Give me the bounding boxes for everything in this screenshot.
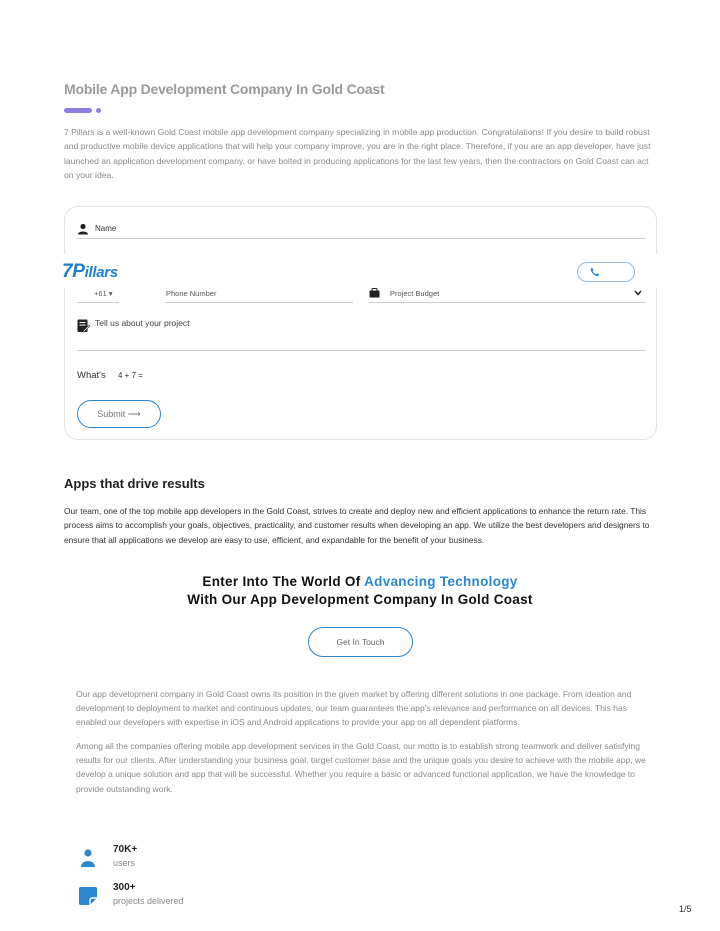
submit-button[interactable]: Submit ⟶ [77,400,161,428]
country-underline [77,302,119,303]
users-label: users [113,858,136,868]
phone-input[interactable]: Phone Number [166,289,217,298]
captcha-question: What's [77,370,106,381]
budget-select[interactable]: Project Budget [390,289,440,298]
users-icon [78,848,98,868]
projects-count: 300+ [113,882,136,893]
results-paragraph: Our team, one of the top mobile app developers in the Gold Coast, strives to create and deploy new and efficient applications to enhance the return rate. This process aims to accomplish your goals, objectives, practicality, and customer results when developing an app. We utilize the best developers and designers to ensure that all applications we develop are easy to use, efficient, and expandable for the benefit of your business. [64,506,650,545]
budget-icon [369,288,380,298]
projects-icon [78,886,98,906]
title-accent-bar [64,108,92,113]
page-title: Mobile App Development Company In Gold Coast [64,81,385,97]
country-code-select[interactable]: +61 ▾ [94,289,113,298]
phone-underline [165,302,353,303]
users-count: 70K+ [113,844,138,855]
edit-note-icon [77,319,90,333]
company-paragraph-2: Among all the companies offering mobile app development services in the Gold Coast, our motto is to establish strong teamwork and deliver satisfying results for our clients. After understanding your business goal, target customer base and the unique goals you desire to achieve with the mobile app, we develop a unique solution and app that will be successful. Whether you require a basic or advanced functional application, we have the knowledge to provide outstanding work. [76,741,646,794]
projects-label: projects delivered [113,896,184,906]
name-underline [77,238,645,239]
user-icon [77,223,89,235]
call-button[interactable] [577,262,635,282]
brand-logo[interactable]: 7Pillars [62,261,118,282]
headline-line1: Enter Into The World Of Advancing Technology [202,574,518,589]
headline-highlight: Advancing Technology [364,574,518,589]
budget-underline [369,302,645,303]
phone-icon [590,267,600,277]
get-in-touch-button[interactable]: Get In Touch [308,627,413,657]
name-field[interactable]: Name [95,224,117,233]
headline-line2: With Our App Development Company In Gold Coast [187,592,533,607]
results-heading: Apps that drive results [64,476,205,491]
company-paragraph-1: Our app development company in Gold Coast owns its position in the given market by offering different solutions in one package. From ideation and development to deployment to market and continuous updates, our team guarantees the app's relevance and performance on all devices. This has enabled our developers with expertise in iOS and Android applications to provide your app on all dependent platforms. [76,689,632,728]
project-textarea[interactable]: Tell us about your project [95,318,190,328]
chevron-down-icon[interactable] [634,290,642,296]
page-number: 1/5 [679,904,692,914]
title-accent-dot [96,108,101,113]
project-underline [77,350,645,351]
captcha-input[interactable]: 4 + 7 = [118,371,143,380]
hero-paragraph: 7 Pillars is a well-known Gold Coast mobile app development company specializing in mobile app production. Congratulations! If you desire to build robust and productive mobile device applications that will help your company improve, you are in the right place. Therefore, if you are an app developer, have just launched an application development company, or have bolted in producing applications for the last few years, then the contractors on Gold Coast can act on your idea. [64,127,651,181]
